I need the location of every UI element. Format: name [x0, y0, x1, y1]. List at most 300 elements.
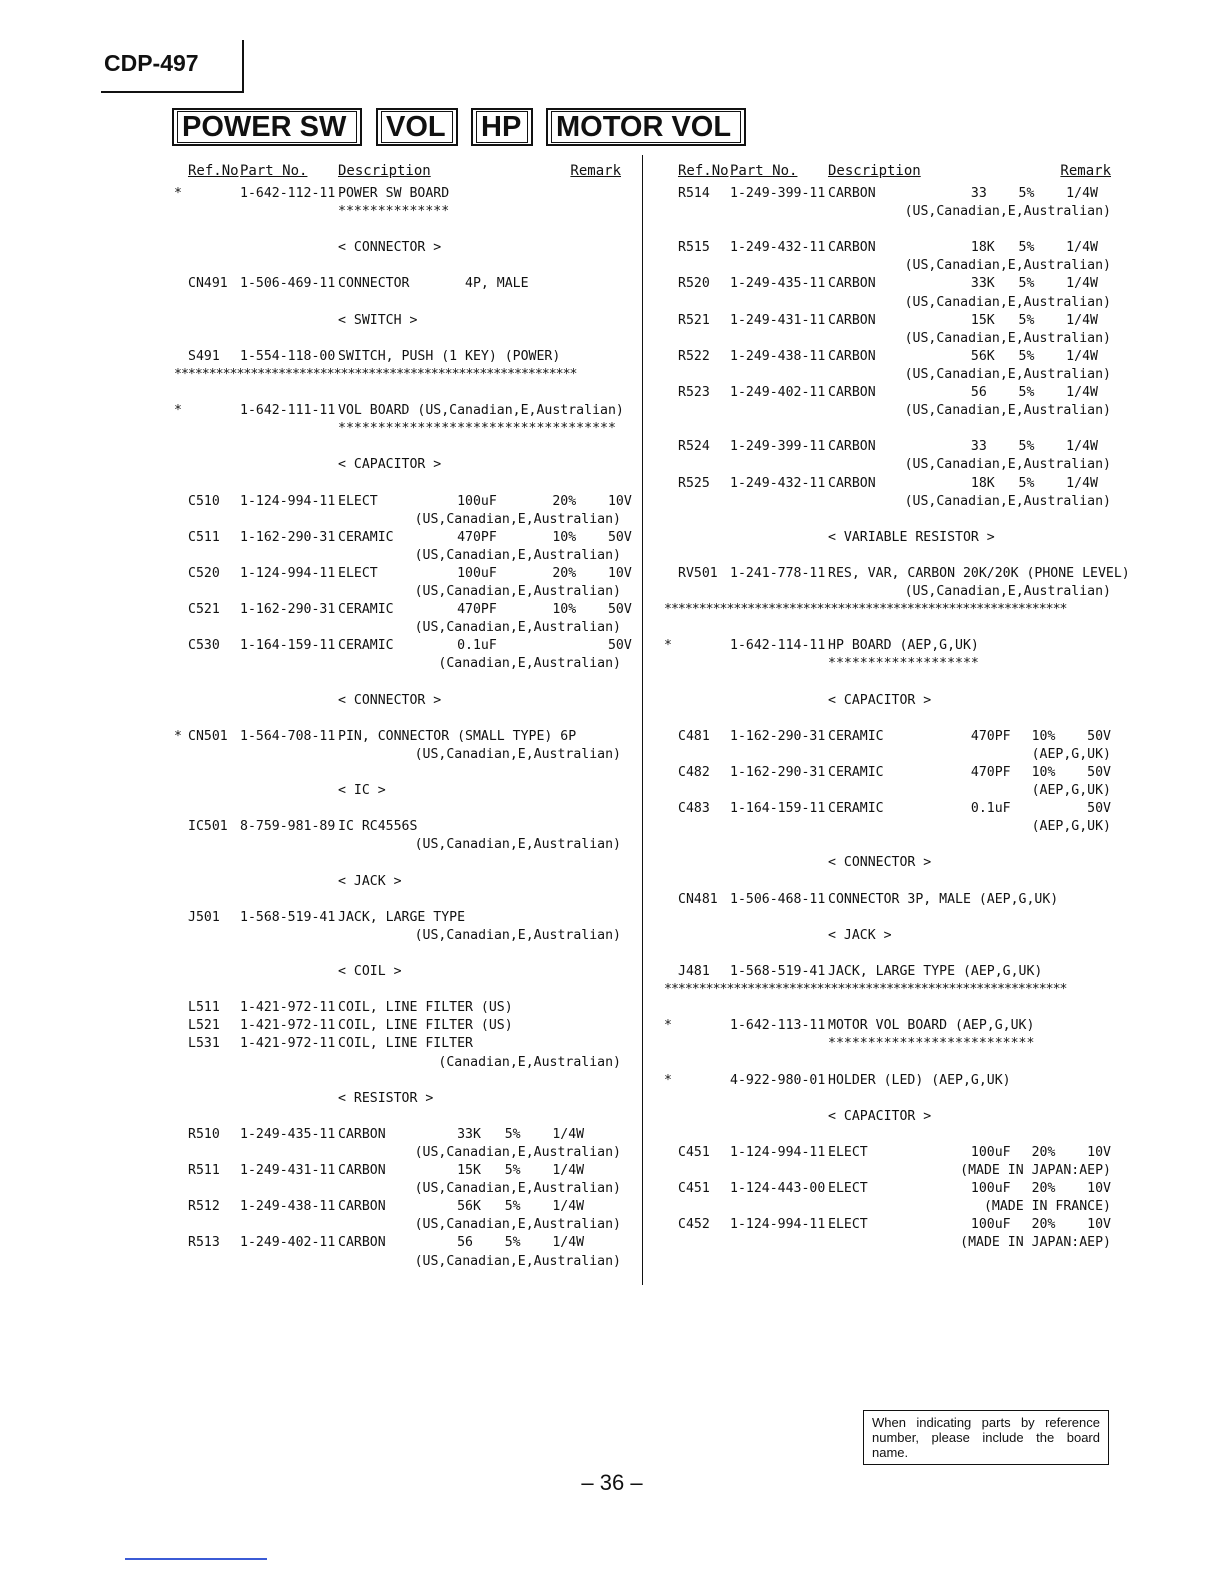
part-no: 1-506-469-11 — [240, 276, 336, 292]
remark: 50V — [1087, 801, 1111, 817]
ref-no: R512 — [188, 1199, 220, 1215]
description: PIN, CONNECTOR (SMALL TYPE) 6P — [338, 728, 577, 744]
remark: (US,Canadian,E,Australian) — [414, 547, 621, 563]
description: < JACK > — [828, 927, 892, 943]
blank-row — [660, 873, 1115, 891]
part-row — [170, 1090, 625, 1108]
ref-no: R521 — [678, 312, 710, 328]
blank-row — [170, 1072, 625, 1090]
ref-no: S491 — [188, 348, 220, 364]
description: < CAPACITOR > — [828, 692, 932, 708]
model-rule-horizontal — [101, 91, 244, 93]
remark: (AEP,G,UK) — [1031, 783, 1111, 799]
part-row — [170, 818, 625, 836]
description: ************** — [338, 204, 450, 220]
ref-no: R524 — [678, 439, 710, 455]
remark: (US,Canadian,E,Australian) — [904, 204, 1111, 220]
part-no: 1-124-994-11 — [240, 493, 336, 509]
remark: (US,Canadian,E,Australian) — [414, 927, 621, 943]
part-row — [170, 873, 625, 891]
description: ELECT 100uF — [828, 1144, 1011, 1160]
part-no: 1-249-399-11 — [730, 439, 826, 455]
part-row — [170, 1144, 625, 1162]
ref-no: C451 — [678, 1144, 710, 1160]
ref-no: RV501 — [678, 565, 718, 581]
ref-no: L521 — [188, 1018, 220, 1034]
star-marker: * — [174, 728, 182, 744]
part-row — [660, 692, 1115, 710]
remark: (AEP,G,UK) — [1031, 746, 1111, 762]
description: CARBON 56K 5% 1/4W — [338, 1199, 585, 1215]
part-no: 1-249-438-11 — [240, 1199, 336, 1215]
blank-row — [170, 475, 625, 493]
description: CERAMIC 470PF — [828, 728, 1011, 744]
part-row — [170, 909, 625, 927]
column-header — [660, 163, 1115, 185]
remark: (US,Canadian,E,Australian) — [414, 511, 621, 527]
part-row — [660, 366, 1115, 384]
board-tag-hp — [471, 108, 533, 146]
part-row — [170, 1180, 625, 1198]
remark: (US,Canadian,E,Australian) — [414, 584, 621, 600]
header-part: Part No. — [240, 163, 308, 179]
description: < IC > — [338, 783, 386, 799]
part-row — [170, 529, 632, 547]
part-row — [660, 818, 1115, 836]
part-row — [660, 764, 1115, 782]
part-row — [660, 800, 1115, 818]
description: CARBON 15K 5% 1/4W — [828, 312, 1098, 328]
part-no: 1-164-159-11 — [240, 638, 336, 654]
remark: (US,Canadian,E,Australian) — [414, 1217, 621, 1233]
part-row — [170, 493, 632, 511]
board-tag-label: MOTOR VOL — [551, 111, 741, 143]
ref-no: R511 — [188, 1163, 220, 1179]
part-row — [170, 1017, 625, 1035]
part-no: 1-249-432-11 — [730, 475, 826, 491]
part-row — [170, 456, 625, 474]
remark: (US,Canadian,E,Australian) — [414, 1181, 621, 1197]
ref-no: C510 — [188, 493, 220, 509]
description: HP BOARD (AEP,G,UK) — [828, 638, 979, 654]
part-no: 1-249-399-11 — [730, 186, 826, 201]
description: IC RC4556S — [338, 819, 418, 835]
blank-row — [170, 221, 625, 239]
part-row — [660, 1072, 1115, 1090]
description: < COIL > — [338, 964, 402, 980]
column-divider — [642, 155, 643, 1285]
remark: (US,Canadian,E,Australian) — [414, 1253, 621, 1269]
part-row — [660, 1144, 1115, 1162]
part-row — [660, 963, 1115, 981]
part-row — [660, 257, 1115, 275]
part-row — [660, 583, 1115, 601]
part-no: 8-759-981-89 — [240, 819, 336, 835]
description: *********************************** — [338, 421, 616, 437]
part-row — [170, 312, 625, 330]
remark: (MADE IN JAPAN:AEP) — [960, 1163, 1111, 1179]
board-tag-power-sw — [172, 108, 362, 146]
part-row — [170, 1253, 625, 1271]
part-row — [660, 1216, 1115, 1234]
part-no: 1-642-114-11 — [730, 638, 826, 654]
remark: (US,Canadian,E,Australian) — [904, 258, 1111, 274]
part-no: 1-124-994-11 — [240, 565, 336, 581]
part-row — [170, 275, 625, 293]
ref-no: IC501 — [188, 819, 228, 835]
description: POWER SW BOARD — [338, 186, 450, 201]
remark: (AEP,G,UK) — [1031, 819, 1111, 835]
star-marker: * — [664, 1018, 672, 1034]
part-row — [660, 746, 1115, 764]
description: ELECT 100uF 20% 10V — [338, 565, 632, 581]
parts-rows-right — [660, 185, 1130, 1253]
blank-row — [660, 420, 1115, 438]
description: ******************* — [828, 656, 979, 672]
description: < CAPACITOR > — [828, 1108, 932, 1124]
header-part: Part No. — [730, 163, 798, 179]
blank-row — [660, 909, 1115, 927]
part-row — [170, 692, 625, 710]
remark: 10% 50V — [1031, 765, 1111, 780]
description: CARBON 18K 5% 1/4W — [828, 240, 1098, 256]
description: CARBON 18K 5% 1/4W — [828, 475, 1098, 491]
part-row — [660, 402, 1115, 420]
board-tag-motor-vol — [546, 108, 746, 146]
description: COIL, LINE FILTER (US) — [338, 1018, 513, 1034]
description: CERAMIC 0.1uF 50V — [338, 638, 632, 654]
part-no: 1-249-402-11 — [730, 385, 826, 401]
part-row — [660, 475, 1115, 493]
part-row — [660, 637, 1115, 655]
ref-no: CN501 — [188, 728, 228, 744]
part-no: 1-568-519-41 — [240, 909, 336, 925]
remark: (Canadian,E,Australian) — [438, 1054, 621, 1070]
star-marker: * — [664, 1072, 672, 1088]
part-no: 1-162-290-31 — [730, 728, 826, 744]
part-row — [170, 185, 625, 203]
description: CERAMIC 470PF 10% 50V — [338, 602, 632, 618]
separator-stars: ********************************************************** — [174, 366, 577, 382]
part-row — [660, 1234, 1115, 1252]
remark: (US,Canadian,E,Australian) — [904, 330, 1111, 346]
part-row — [660, 456, 1115, 474]
part-row — [660, 1198, 1115, 1216]
part-row — [660, 529, 1115, 547]
description: CARBON 56 5% 1/4W — [828, 385, 1098, 401]
part-row — [170, 1035, 625, 1053]
description: MOTOR VOL BOARD (AEP,G,UK) — [828, 1018, 1035, 1034]
description: SWITCH, PUSH (1 KEY) (POWER) — [338, 348, 561, 364]
separator-stars: ********************************************************** — [664, 602, 1067, 618]
remark: (US,Canadian,E,Australian) — [904, 584, 1111, 600]
ref-no: C452 — [678, 1217, 710, 1233]
blank-row — [170, 257, 625, 275]
part-no: 1-249-402-11 — [240, 1235, 336, 1251]
part-no: 1-249-435-11 — [240, 1126, 336, 1142]
part-no: 4-922-980-01 — [730, 1072, 826, 1088]
blank-row — [660, 1126, 1115, 1144]
part-no: 1-241-778-11 — [730, 565, 826, 581]
description: CONNECTOR 3P, MALE (AEP,G,UK) — [828, 891, 1059, 907]
blank-row — [170, 330, 625, 348]
ref-no: C511 — [188, 529, 220, 545]
description: < SWITCH > — [338, 312, 418, 328]
star-marker: * — [664, 638, 672, 654]
part-no: 1-124-443-00 — [730, 1181, 826, 1197]
ref-no: J481 — [678, 964, 710, 980]
reference-note-box: When indicating parts by reference number, please include the board name. — [863, 1410, 1109, 1465]
part-row — [660, 927, 1115, 945]
parts-list-right — [660, 163, 1130, 1253]
remark: 10% 50V — [1031, 728, 1111, 744]
description: ************************** — [828, 1036, 1035, 1052]
blank-row — [170, 981, 625, 999]
part-no: 1-249-431-11 — [240, 1163, 336, 1179]
ref-no: C481 — [678, 728, 710, 744]
blank-row — [170, 1108, 625, 1126]
part-no: 1-421-972-11 — [240, 1000, 336, 1016]
header-description: Description — [338, 163, 431, 179]
part-no: 1-162-290-31 — [240, 529, 336, 545]
part-row — [660, 493, 1115, 511]
description: CARBON 33K 5% 1/4W — [338, 1126, 585, 1142]
part-row — [170, 728, 625, 746]
part-row — [170, 348, 625, 366]
model-title: CDP-497 — [104, 50, 199, 76]
ref-no: C482 — [678, 765, 710, 780]
part-row — [660, 275, 1115, 293]
part-row — [660, 854, 1115, 872]
part-row — [170, 239, 625, 257]
blank-row — [170, 764, 625, 782]
parts-rows-left — [170, 185, 632, 1271]
blank-row — [660, 836, 1115, 854]
star-marker: * — [174, 403, 182, 419]
description: < CONNECTOR > — [338, 240, 442, 256]
blank-row — [660, 1090, 1115, 1108]
part-row — [170, 203, 625, 221]
part-row — [660, 185, 1115, 203]
description: CARBON 33 5% 1/4W — [828, 186, 1098, 201]
part-no: 1-164-159-11 — [730, 801, 826, 817]
ref-no: R510 — [188, 1126, 220, 1142]
part-row — [170, 511, 625, 529]
ref-no: L511 — [188, 1000, 220, 1016]
description: ELECT 100uF 20% 10V — [338, 493, 632, 509]
part-row — [170, 619, 625, 637]
part-no: 1-249-431-11 — [730, 312, 826, 328]
description: ELECT 100uF — [828, 1181, 1011, 1197]
part-row — [660, 891, 1115, 909]
part-row — [660, 384, 1115, 402]
description: RES, VAR, CARBON 20K/20K (PHONE LEVEL) — [828, 565, 1130, 581]
remark: 20% 10V — [1031, 1144, 1111, 1160]
description: < RESISTOR > — [338, 1090, 434, 1106]
board-tag-label: POWER SW — [177, 111, 357, 143]
ref-no: C451 — [678, 1181, 710, 1197]
remark: (US,Canadian,E,Australian) — [414, 620, 621, 636]
ref-no: R513 — [188, 1235, 220, 1251]
ref-no: CN491 — [188, 276, 228, 292]
blank-row — [660, 1054, 1115, 1072]
blank-row — [170, 945, 625, 963]
remark: (US,Canadian,E,Australian) — [414, 1144, 621, 1160]
part-no: 1-564-708-11 — [240, 728, 336, 744]
description: JACK, LARGE TYPE — [338, 909, 466, 925]
blank-row — [660, 511, 1115, 529]
blank-row — [170, 710, 625, 728]
blank-row — [660, 221, 1115, 239]
description: HOLDER (LED) (AEP,G,UK) — [828, 1072, 1011, 1088]
description: < CONNECTOR > — [828, 855, 932, 871]
part-row — [170, 1216, 625, 1234]
separator-row — [660, 981, 1115, 999]
description: CERAMIC 470PF 10% 50V — [338, 529, 632, 545]
remark: (US,Canadian,E,Australian) — [904, 457, 1111, 473]
description: CARBON 15K 5% 1/4W — [338, 1163, 585, 1179]
ref-no: R520 — [678, 276, 710, 292]
header-remark: Remark — [570, 163, 621, 179]
part-row — [170, 637, 632, 655]
part-row — [660, 203, 1115, 221]
part-row — [660, 1162, 1115, 1180]
part-row — [660, 312, 1115, 330]
header-ref: Ref.No — [188, 163, 239, 179]
ref-no: C530 — [188, 638, 220, 654]
part-no: 1-124-994-11 — [730, 1217, 826, 1233]
part-row — [660, 728, 1115, 746]
decorative-line — [125, 1558, 267, 1560]
description: ELECT 100uF — [828, 1217, 1011, 1233]
blank-row — [170, 800, 625, 818]
part-row — [170, 565, 632, 583]
part-no: 1-554-118-00 — [240, 348, 336, 364]
part-no: 1-162-290-31 — [240, 602, 336, 618]
part-no: 1-124-994-11 — [730, 1144, 826, 1160]
blank-row — [660, 710, 1115, 728]
remark: (Canadian,E,Australian) — [438, 656, 621, 672]
part-no: 1-421-972-11 — [240, 1018, 336, 1034]
part-row — [660, 239, 1115, 257]
blank-row — [170, 854, 625, 872]
remark: (US,Canadian,E,Australian) — [904, 403, 1111, 419]
blank-row — [660, 674, 1115, 692]
part-row — [660, 1180, 1115, 1198]
part-no: 1-642-111-11 — [240, 403, 336, 419]
description: CARBON 56 5% 1/4W — [338, 1235, 585, 1251]
separator-row — [660, 601, 1115, 619]
description: CARBON 56K 5% 1/4W — [828, 348, 1098, 364]
remark: (US,Canadian,E,Australian) — [414, 837, 621, 853]
part-row — [660, 1017, 1115, 1035]
blank-row — [660, 999, 1115, 1017]
blank-row — [660, 547, 1115, 565]
part-no: 1-642-113-11 — [730, 1018, 826, 1034]
part-no: 1-642-112-11 — [240, 186, 336, 201]
blank-row — [660, 619, 1115, 637]
remark: 20% 10V — [1031, 1217, 1111, 1233]
part-row — [170, 1162, 625, 1180]
part-row — [660, 348, 1115, 366]
part-row — [170, 782, 625, 800]
description: VOL BOARD (US,Canadian,E,Australian) — [338, 403, 624, 419]
part-row — [170, 1198, 625, 1216]
part-no: 1-421-972-11 — [240, 1036, 336, 1052]
part-no: 1-249-438-11 — [730, 348, 826, 364]
part-no: 1-568-519-41 — [730, 964, 826, 980]
header-description: Description — [828, 163, 921, 179]
part-row — [170, 963, 625, 981]
part-row — [170, 927, 625, 945]
board-tag-label: HP — [476, 111, 528, 143]
description: < CAPACITOR > — [338, 457, 442, 473]
part-row — [170, 601, 632, 619]
part-no: 1-162-290-31 — [730, 765, 826, 780]
board-tag-label: VOL — [381, 111, 453, 143]
description: < CONNECTOR > — [338, 692, 442, 708]
part-row — [170, 655, 625, 673]
part-row — [170, 420, 625, 438]
ref-no: R522 — [678, 348, 710, 364]
blank-row — [170, 674, 625, 692]
separator-stars: ********************************************************** — [664, 982, 1067, 998]
ref-no: CN481 — [678, 891, 718, 907]
part-no: 1-506-468-11 — [730, 891, 826, 907]
description: CARBON 33 5% 1/4W — [828, 439, 1098, 455]
parts-list-left — [170, 163, 632, 1271]
remark: (MADE IN JAPAN:AEP) — [960, 1235, 1111, 1251]
part-row — [170, 547, 625, 565]
blank-row — [170, 384, 625, 402]
remark: (US,Canadian,E,Australian) — [904, 493, 1111, 509]
ref-no: C521 — [188, 602, 220, 618]
star-marker: * — [174, 186, 182, 201]
part-row — [660, 1035, 1115, 1053]
ref-no: R514 — [678, 186, 710, 201]
part-row — [170, 583, 625, 601]
part-row — [170, 402, 625, 420]
description: COIL, LINE FILTER — [338, 1036, 473, 1052]
part-row — [170, 999, 625, 1017]
remark: 20% 10V — [1031, 1181, 1111, 1197]
description: CERAMIC 470PF — [828, 765, 1011, 780]
column-header — [170, 163, 625, 185]
remark: (US,Canadian,E,Australian) — [904, 366, 1111, 382]
part-row — [170, 1054, 625, 1072]
blank-row — [170, 438, 625, 456]
part-row — [660, 438, 1115, 456]
ref-no: R525 — [678, 475, 710, 491]
part-row — [170, 1126, 625, 1144]
board-tag-vol — [376, 108, 458, 146]
part-row — [660, 1108, 1115, 1126]
header-ref: Ref.No — [678, 163, 729, 179]
description: < VARIABLE RESISTOR > — [828, 529, 995, 545]
header-remark: Remark — [1060, 163, 1111, 179]
ref-no: R523 — [678, 385, 710, 401]
ref-no: C483 — [678, 801, 710, 817]
part-no: 1-249-432-11 — [730, 240, 826, 256]
part-no: 1-249-435-11 — [730, 276, 826, 292]
page-number: – 36 – — [581, 1470, 643, 1495]
ref-no: C520 — [188, 565, 220, 581]
part-row — [170, 1234, 625, 1252]
description: < JACK > — [338, 873, 402, 889]
blank-row — [660, 945, 1115, 963]
remark: (MADE IN FRANCE) — [983, 1199, 1111, 1215]
blank-row — [170, 891, 625, 909]
